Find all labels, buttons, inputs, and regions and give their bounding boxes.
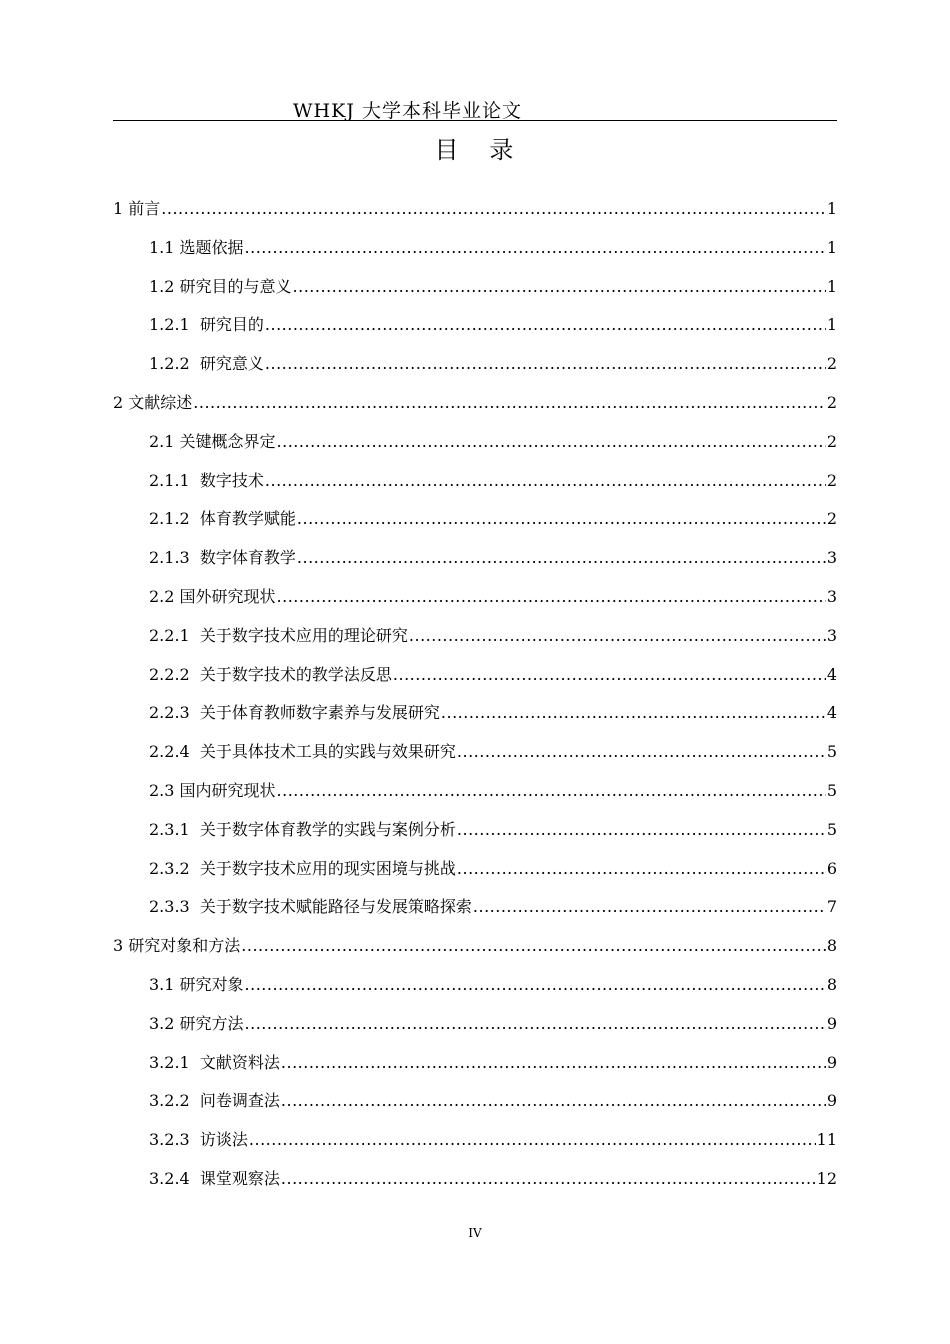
toc-entry[interactable]	[113, 1160, 837, 1199]
toc-entry-page: 6	[826, 858, 837, 878]
toc-entry-page: 4	[826, 664, 837, 684]
toc-entry-title: 2.3.2 关于数字技术应用的现实困境与挑战	[149, 858, 456, 878]
toc-entry-page: 4	[826, 703, 837, 723]
toc-entry-title: 3.2.4 课堂观察法	[149, 1168, 280, 1188]
toc-leader-dots	[277, 578, 826, 617]
toc-leader-dots	[441, 694, 826, 733]
toc-entry[interactable]	[113, 384, 837, 423]
toc-entry-title: 2.3 国内研究现状	[149, 780, 276, 800]
toc-leader-dots	[245, 966, 826, 1005]
toc-leader-dots	[393, 656, 826, 695]
toc-leader-dots	[281, 1160, 816, 1199]
toc-entry[interactable]	[113, 888, 837, 927]
toc-entry[interactable]	[113, 927, 837, 966]
toc-entry[interactable]	[113, 656, 837, 695]
toc-entry[interactable]	[113, 694, 837, 733]
toc-entry[interactable]	[113, 617, 837, 656]
toc-entry[interactable]	[113, 1121, 837, 1160]
toc-entry-title: 2 文献综述	[113, 392, 193, 412]
toc-leader-dots	[293, 268, 826, 307]
toc-entry-title: 3.2 研究方法	[149, 1013, 244, 1033]
toc-entry[interactable]	[113, 539, 837, 578]
toc-entry-title: 1 前言	[113, 199, 161, 218]
toc-entry[interactable]	[113, 1082, 837, 1121]
toc-entry[interactable]	[113, 966, 837, 1005]
toc-leader-dots	[457, 850, 826, 889]
toc-leader-dots	[297, 500, 826, 539]
toc-leader-dots	[193, 384, 826, 423]
page-header	[113, 92, 837, 121]
toc-entry-title: 2.2.3 关于体育教师数字素养与发展研究	[149, 703, 440, 723]
toc-entry[interactable]	[113, 345, 837, 384]
toc-entry-title: 2.1.2 体育教学赋能	[149, 509, 296, 529]
toc-entry-page: 3	[826, 586, 837, 606]
toc-entry-title: 2.2.4 关于具体技术工具的实践与效果研究	[149, 742, 456, 762]
toc-leader-dots	[277, 423, 826, 462]
toc-entry-page: 3	[826, 548, 837, 568]
toc-entry-title: 2.1.1 数字技术	[149, 470, 264, 490]
toc-title: 目 录	[434, 136, 516, 164]
toc-entry[interactable]	[113, 850, 837, 889]
header-title: WHKJ 大学本科毕业论文	[293, 100, 522, 122]
toc-entry-page: 5	[826, 780, 837, 800]
toc-entry-page: 2	[826, 470, 837, 490]
toc-entry-page: 9	[826, 1052, 837, 1072]
toc-leader-dots	[281, 1044, 826, 1083]
toc-entry[interactable]	[113, 811, 837, 850]
toc-entry-page: 5	[826, 742, 837, 762]
toc-entry[interactable]	[113, 190, 837, 229]
toc-entry-page: 2	[826, 431, 837, 451]
toc-leader-dots	[265, 306, 826, 345]
toc-entry-title: 3.1 研究对象	[149, 974, 244, 994]
toc-entry-page: 1	[826, 276, 837, 296]
toc-entry-page: 8	[826, 936, 837, 956]
toc-entry-title: 1.2.2 研究意义	[149, 354, 264, 374]
table-of-contents	[113, 190, 837, 1199]
toc-entry[interactable]	[113, 462, 837, 501]
toc-entry-page: 1	[826, 199, 837, 218]
toc-leader-dots	[297, 539, 826, 578]
toc-entry[interactable]	[113, 578, 837, 617]
toc-leader-dots	[277, 772, 826, 811]
toc-leader-dots	[161, 190, 826, 229]
toc-entry[interactable]	[113, 268, 837, 307]
toc-entry-title: 2.1 关键概念界定	[149, 431, 276, 451]
toc-entry-page: 1	[826, 237, 837, 257]
toc-leader-dots	[241, 927, 826, 966]
toc-entry-page: 2	[826, 392, 837, 412]
toc-entry-page: 9	[826, 1013, 837, 1033]
toc-entry-title: 2.2.2 关于数字技术的教学法反思	[149, 664, 392, 684]
toc-entry-page: 5	[826, 819, 837, 839]
toc-entry-page: 7	[826, 897, 837, 917]
toc-leader-dots	[265, 462, 826, 501]
toc-entry-title: 2.2.1 关于数字技术应用的理论研究	[149, 625, 408, 645]
toc-entry-page: 8	[826, 974, 837, 994]
toc-entry[interactable]	[113, 500, 837, 539]
toc-leader-dots	[457, 811, 826, 850]
toc-entry-title: 2.3.1 关于数字体育教学的实践与案例分析	[149, 819, 456, 839]
toc-leader-dots	[249, 1121, 816, 1160]
toc-leader-dots	[473, 888, 826, 927]
toc-entry-page: 11	[816, 1130, 837, 1150]
toc-entry[interactable]	[113, 229, 837, 268]
toc-entry-page: 9	[826, 1091, 837, 1111]
page-number: IV	[468, 1226, 482, 1240]
toc-entry[interactable]	[113, 733, 837, 772]
toc-entry-page: 1	[826, 315, 837, 335]
toc-leader-dots	[245, 229, 826, 268]
toc-entry-title: 1.1 选题依据	[149, 237, 244, 257]
toc-entry-page: 2	[826, 354, 837, 374]
toc-entry[interactable]	[113, 306, 837, 345]
toc-entry[interactable]	[113, 1005, 837, 1044]
toc-entry[interactable]	[113, 423, 837, 462]
toc-entry-title: 3 研究对象和方法	[113, 936, 241, 956]
toc-leader-dots	[409, 617, 826, 656]
toc-entry[interactable]	[113, 772, 837, 811]
toc-entry-page: 3	[826, 625, 837, 645]
toc-entry-title: 1.2.1 研究目的	[149, 315, 264, 335]
toc-leader-dots	[457, 733, 826, 772]
toc-entry-title: 3.2.3 访谈法	[149, 1130, 248, 1150]
toc-entry-title: 3.2.1 文献资料法	[149, 1052, 280, 1072]
toc-entry-title: 2.3.3 关于数字技术赋能路径与发展策略探索	[149, 897, 472, 917]
toc-entry-title: 2.1.3 数字体育教学	[149, 548, 296, 568]
toc-entry-page: 12	[816, 1168, 837, 1188]
toc-entry-page: 2	[826, 509, 837, 529]
toc-entry[interactable]	[113, 1044, 837, 1083]
toc-entry-title: 1.2 研究目的与意义	[149, 276, 292, 296]
toc-leader-dots	[245, 1005, 826, 1044]
toc-leader-dots	[281, 1082, 826, 1121]
toc-entry-title: 2.2 国外研究现状	[149, 586, 276, 606]
toc-leader-dots	[265, 345, 826, 384]
toc-entry-title: 3.2.2 问卷调查法	[149, 1091, 280, 1111]
